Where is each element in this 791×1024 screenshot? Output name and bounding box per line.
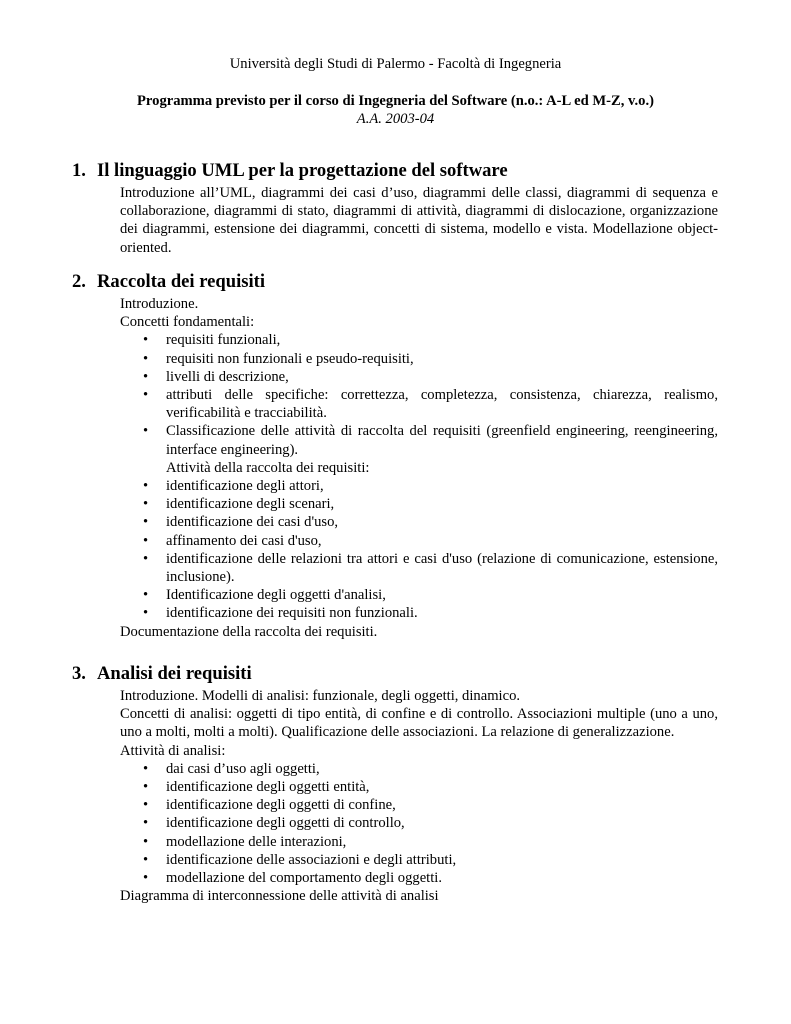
list-item: • dai casi d’uso agli oggetti, — [143, 760, 320, 777]
bullet-icon: • — [143, 587, 149, 604]
list-item: • requisiti non funzionali e pseudo-requisiti, — [143, 350, 414, 367]
list-item: • identificazione degli attori, — [143, 478, 324, 495]
activities-label: Attività della raccolta dei requisiti: — [166, 459, 370, 476]
list-item: • identificazione dei requisiti non funzionali. — [143, 605, 418, 622]
section-2-number: 2. — [72, 271, 86, 292]
bullet-icon: • — [143, 423, 149, 440]
bullet-icon: • — [143, 368, 149, 385]
bullet-icon: • — [143, 532, 149, 549]
list-item: • attributi delle specifiche: correttezza, completezza, consistenza, chiarezza, realismo, verificabilità e tracciabilità. — [143, 387, 718, 422]
list-item: • requisiti funzionali, — [143, 332, 281, 349]
section-3-number: 3. — [72, 663, 86, 684]
bullet-icon: • — [143, 496, 149, 513]
list-item: • identificazione delle associazioni e degli attributi, — [143, 851, 457, 868]
section-2-body — [120, 295, 718, 641]
section-1 — [72, 160, 718, 257]
bullet-icon: • — [143, 779, 149, 796]
list-item: • identificazione degli oggetti entità, — [143, 779, 370, 796]
bullet-icon: • — [143, 514, 149, 531]
bullet-icon: • — [143, 478, 149, 495]
list-item: • identificazione delle relazioni tra attori e casi d'uso (relazione di comunicazione, estensione, inclusione). — [143, 550, 718, 586]
list-item: • identificazione degli scenari, — [143, 496, 335, 513]
bullet-icon: • — [143, 760, 149, 777]
bullet-icon: • — [143, 387, 149, 404]
bullet-icon: • — [143, 815, 149, 832]
section-2-concepts-list — [120, 331, 718, 622]
bullet-icon: • — [143, 332, 149, 349]
section-3-intro: Introduzione. Modelli di analisi: funzionale, degli oggetti, dinamico. — [120, 688, 521, 704]
section-3-concepts: Concetti di analisi: oggetti di tipo entità, di confine e di controllo. Associazioni multiple (uno a uno, uno a molti, molti a molti). Qualificazione delle associazioni. La relazione di generalizzazione. — [120, 706, 718, 741]
list-item: • modellazione del comportamento degli oggetti. — [143, 870, 442, 887]
academic-year: A.A. 2003-04 — [356, 111, 435, 127]
section-3-activities-list — [120, 760, 718, 887]
list-item: • identificazione degli oggetti di confine, — [143, 797, 396, 814]
section-1-paragraph: Introduzione all’UML, diagrammi dei casi d’uso, diagrammi delle classi, diagrammi di sequenza e collaborazione, diagrammi di stato, diagrammi di attività, diagrammi di dislocazione, organizzazione dei diagrammi, estensione dei diagrammi, concetti di sistema, modello e vista. Modellazione object-oriented. — [120, 185, 718, 256]
section-3-closing: Diagramma di interconnessione delle attività di analisi — [120, 888, 439, 905]
bullet-icon: • — [143, 605, 149, 622]
list-item: • identificazione dei casi d'uso, — [143, 514, 339, 531]
bullet-icon: • — [143, 350, 149, 367]
program-title: Programma previsto per il corso di Ingegneria del Software (n.o.: A-L ed M-Z, v.o.) — [137, 93, 654, 109]
section-2-intro: Introduzione. — [120, 296, 199, 312]
section-3-activities-label: Attività di analisi: — [120, 742, 226, 759]
section-3-title: Analisi dei requisiti — [97, 663, 252, 684]
section-2-title: Raccolta dei requisiti — [97, 271, 266, 292]
bullet-icon: • — [143, 833, 149, 850]
list-item: • Identificazione degli oggetti d'analisi, — [143, 587, 386, 604]
section-2-heading — [72, 271, 718, 293]
list-item: • affinamento dei casi d'uso, — [143, 532, 322, 549]
section-3-body — [120, 687, 718, 905]
section-1-heading — [72, 160, 718, 182]
bullet-icon: • — [143, 797, 149, 814]
bullet-icon: • — [143, 550, 149, 567]
section-2 — [72, 271, 718, 641]
section-2-concepts-label: Concetti fondamentali: — [120, 314, 255, 331]
section-2-closing: Documentazione della raccolta dei requisiti. — [120, 623, 378, 640]
list-item: • modellazione delle interazioni, — [143, 833, 347, 850]
bullet-icon: • — [143, 851, 149, 868]
section-3-heading — [72, 663, 718, 685]
university-header: Università degli Studi di Palermo - Facoltà di Ingegneria — [229, 56, 562, 72]
section-1-number: 1. — [72, 160, 86, 181]
section-3 — [72, 663, 718, 905]
list-item: • livelli di descrizione, — [143, 368, 289, 385]
list-item: • identificazione degli oggetti di controllo, — [143, 815, 405, 832]
section-1-title: Il linguaggio UML per la progettazione del software — [97, 160, 508, 181]
bullet-icon: • — [143, 870, 149, 887]
list-item: • Classificazione delle attività di raccolta del requisiti (greenfield engineering, reengineering, interface engineering). — [143, 423, 718, 458]
